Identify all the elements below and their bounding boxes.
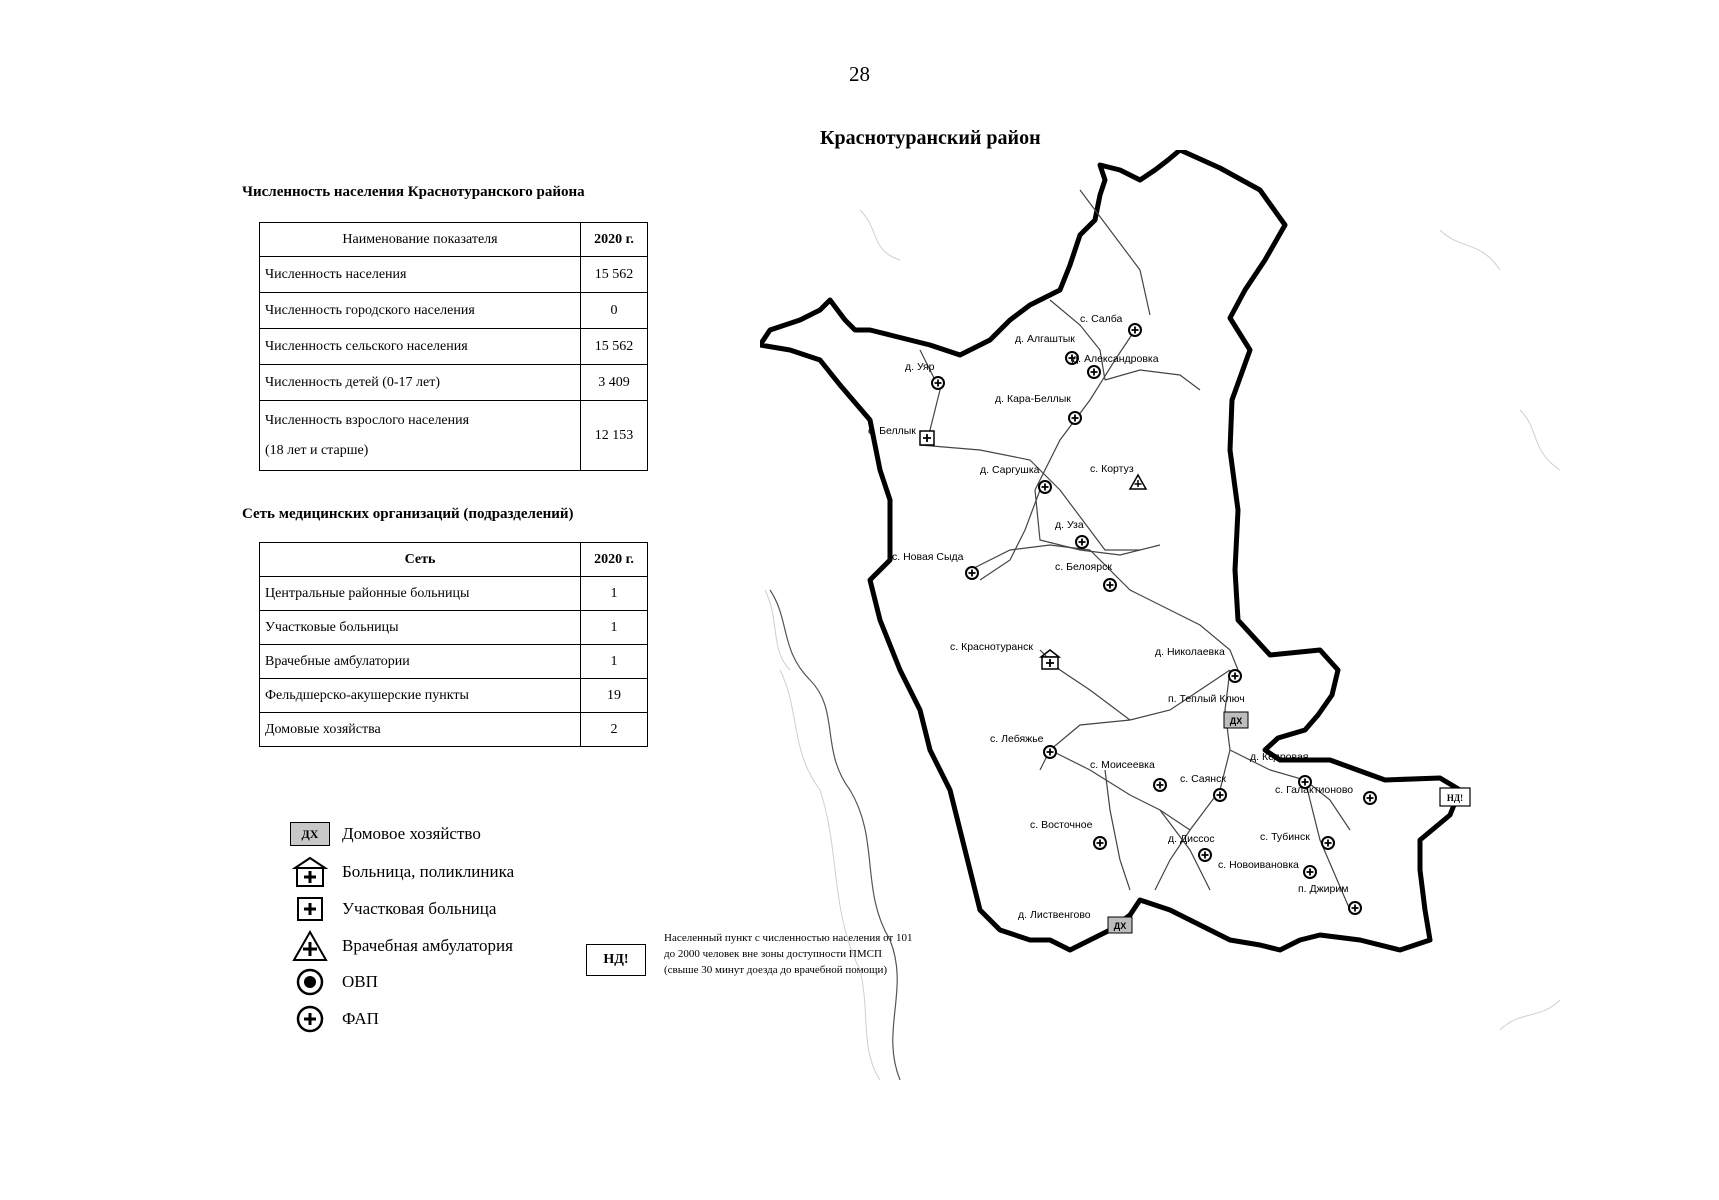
place-label: п. Теплый Ключ xyxy=(1168,693,1245,705)
column-header-indicator: Наименование показателя xyxy=(260,223,581,257)
row-value: 1 xyxy=(581,645,648,679)
map-place xyxy=(1018,909,1132,933)
map-place xyxy=(1055,519,1088,548)
place-label: с. Краснотуранск xyxy=(950,641,1033,653)
map-place xyxy=(1260,831,1334,849)
place-label: п. Джирим xyxy=(1298,883,1349,895)
hospital-icon xyxy=(290,856,330,888)
place-label: с. Беллык xyxy=(868,425,916,437)
place-label: д. Алгаштык xyxy=(1015,333,1075,345)
map-background-contours xyxy=(765,210,1560,1080)
row-value: 1 xyxy=(581,577,648,611)
fap-icon xyxy=(1304,866,1316,878)
place-markers xyxy=(868,313,1470,933)
row-label xyxy=(260,401,581,471)
place-label: с. Лебяжье xyxy=(990,733,1044,745)
legend-item-hospital xyxy=(290,856,514,888)
map-place xyxy=(1080,313,1141,336)
row-label: Численность городского населения xyxy=(260,293,581,329)
fap-icon xyxy=(290,1003,330,1035)
place-label: с. Белоярск xyxy=(1055,561,1112,573)
fap-icon xyxy=(1094,837,1106,849)
column-header-network: Сеть xyxy=(260,543,581,577)
nd-icon xyxy=(1364,788,1470,806)
map-place xyxy=(1250,751,1311,788)
row-label-line2: (18 лет и старше) xyxy=(265,442,369,458)
page-number: 28 xyxy=(849,62,870,86)
table-row xyxy=(260,611,648,645)
table-row xyxy=(260,679,648,713)
place-label: с. Тубинск xyxy=(1260,831,1310,843)
row-value: 15 562 xyxy=(581,257,648,293)
place-label: с. Восточное xyxy=(1030,819,1093,831)
place-label: с. Галактионово xyxy=(1275,784,1354,796)
fap-icon xyxy=(1349,902,1361,914)
map-place xyxy=(905,361,944,389)
row-value: 0 xyxy=(581,293,648,329)
legend-label: ОВП xyxy=(342,972,378,991)
ambulatory-icon xyxy=(1130,475,1146,489)
legend-item-household xyxy=(290,818,481,850)
fap-icon xyxy=(1214,789,1226,801)
fap-icon xyxy=(966,567,978,579)
row-label: Домовые хозяйства xyxy=(260,713,581,747)
fap-icon xyxy=(1044,746,1056,758)
household-icon xyxy=(1224,712,1248,728)
table-header-row xyxy=(260,223,648,257)
table-row xyxy=(260,293,648,329)
medical-section-title: Сеть медицинских организаций (подразделений) xyxy=(242,506,574,522)
row-label: Численность детей (0-17 лет) xyxy=(260,365,581,401)
fap-icon xyxy=(1322,837,1334,849)
table-row xyxy=(260,257,648,293)
hospital-icon xyxy=(1041,650,1059,669)
row-label: Численность сельского населения xyxy=(260,329,581,365)
map-place xyxy=(1168,693,1248,728)
legend-item-ovp xyxy=(290,966,378,998)
household-icon xyxy=(1108,917,1132,933)
table-row xyxy=(260,577,648,611)
row-label: Численность населения xyxy=(260,257,581,293)
map-place xyxy=(1090,759,1166,791)
map-place xyxy=(950,641,1059,669)
place-label: с. Кортуз xyxy=(1090,463,1134,475)
household-icon: ДХ xyxy=(290,818,330,850)
table-row xyxy=(260,401,648,471)
fap-icon xyxy=(932,377,944,389)
population-table xyxy=(259,222,648,471)
row-value: 3 409 xyxy=(581,365,648,401)
map-place xyxy=(892,551,978,579)
fap-icon xyxy=(1076,536,1088,548)
table-row xyxy=(260,329,648,365)
place-label: с. Салба xyxy=(1080,313,1123,325)
place-label: д. Лиственгово xyxy=(1018,909,1091,921)
map-place xyxy=(1055,561,1116,591)
row-value: 15 562 xyxy=(581,329,648,365)
place-label: с. Новая Сыда xyxy=(892,551,964,563)
place-label: д. Саргушка xyxy=(980,464,1040,476)
row-label: Центральные районные больницы xyxy=(260,577,581,611)
map-place xyxy=(1168,833,1215,861)
fap-icon xyxy=(1199,849,1211,861)
table-row xyxy=(260,713,648,747)
column-header-year: 2020 г. xyxy=(581,223,648,257)
district-map xyxy=(760,150,1580,1080)
nd-badge-map: НД! xyxy=(1446,793,1464,803)
place-label: с. Моисеевка xyxy=(1090,759,1155,771)
map-place xyxy=(1180,773,1226,801)
legend-item-district-hospital xyxy=(290,893,496,925)
place-label: д. Уяр xyxy=(905,361,935,373)
column-header-year: 2020 г. xyxy=(581,543,648,577)
district-hospital-icon xyxy=(290,893,330,925)
table-header-row xyxy=(260,543,648,577)
fap-icon xyxy=(1129,324,1141,336)
place-label: д. Кедровая xyxy=(1250,751,1309,763)
row-value: 1 xyxy=(581,611,648,645)
place-label: д. Кара-Беллык xyxy=(995,393,1071,405)
map-place xyxy=(1072,353,1159,378)
map-place xyxy=(868,425,934,445)
place-label: д. Николаевка xyxy=(1155,646,1225,658)
fap-icon xyxy=(1229,670,1241,682)
nd-note-text: Населенный пункт с численностью населения от 101 до 2000 человек вне зоны доступности ПМСП (свыше 30 минут доезда до врачебной помощи) xyxy=(664,932,913,976)
legend-item-fap xyxy=(290,1003,379,1035)
ambulatory-icon xyxy=(290,930,330,962)
row-label: Участковые больницы xyxy=(260,611,581,645)
legend-label: Участковая больница xyxy=(342,899,497,918)
map-place xyxy=(1090,463,1146,489)
rivers xyxy=(770,590,900,1080)
row-label-line1: Численность взрослого населения xyxy=(265,412,470,428)
legend-label: Больница, поликлиника xyxy=(342,862,515,881)
map-place xyxy=(1298,883,1361,914)
map-title: Краснотуранский район xyxy=(820,127,1041,149)
table-row xyxy=(260,645,648,679)
ovp-icon xyxy=(290,966,330,998)
map-place xyxy=(990,733,1056,758)
place-label: с. Саянск xyxy=(1180,773,1226,785)
medical-network-table xyxy=(259,542,648,747)
row-label: Фельдшерско-акушерские пункты xyxy=(260,679,581,713)
row-value: 19 xyxy=(581,679,648,713)
fap-icon xyxy=(1088,366,1100,378)
place-label: д. Диссос xyxy=(1168,833,1215,845)
place-label: д. Александровка xyxy=(1072,353,1159,365)
map-place xyxy=(1155,646,1241,682)
fap-icon xyxy=(1104,579,1116,591)
district-hospital-icon xyxy=(920,431,934,445)
legend-label: Домовое хозяйство xyxy=(342,824,481,843)
row-label: Врачебные амбулатории xyxy=(260,645,581,679)
row-value: 12 153 xyxy=(581,401,648,471)
map-place xyxy=(1275,784,1470,806)
place-label: с. Новоивановка xyxy=(1218,859,1299,871)
row-value: 2 xyxy=(581,713,648,747)
fap-icon xyxy=(1069,412,1081,424)
household-abbr: ДХ xyxy=(1113,921,1127,931)
fap-icon xyxy=(1154,779,1166,791)
fap-icon xyxy=(1039,481,1051,493)
nd-badge: НД! xyxy=(586,944,646,976)
legend-item-ambulatory xyxy=(290,930,513,962)
map-place xyxy=(995,393,1081,424)
legend-label: ФАП xyxy=(342,1009,379,1028)
legend-label: Врачебная амбулатория xyxy=(342,936,513,955)
roads xyxy=(920,190,1350,910)
map-place xyxy=(1015,333,1078,364)
table-row xyxy=(260,365,648,401)
place-label: д. Уза xyxy=(1055,519,1084,531)
map-place xyxy=(1030,819,1106,849)
household-abbr: ДХ xyxy=(1229,716,1243,726)
population-section-title: Численность населения Краснотуранского района xyxy=(242,184,585,200)
map-place xyxy=(1218,859,1316,878)
